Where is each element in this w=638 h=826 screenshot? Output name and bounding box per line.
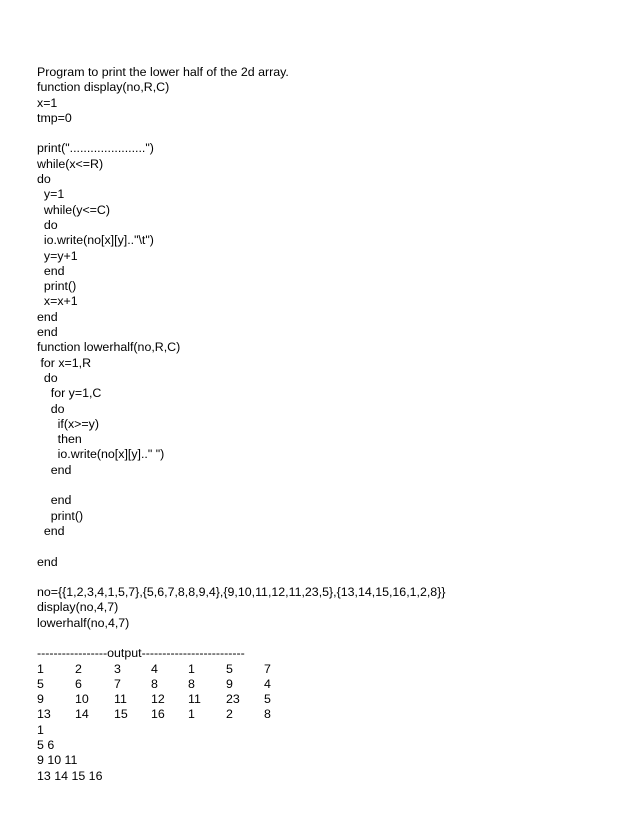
code-line: display(no,4,7) [37,600,119,615]
code-line [37,570,617,585]
output-table-cell: 8 [188,676,195,691]
code-line: Program to print the lower half of the 2d array. [37,65,289,79]
code-line: tmp=0 [37,110,72,125]
output-table-row [37,692,617,707]
code-line: if(x>=y) [37,416,99,431]
output-table-cell: 6 [75,676,82,691]
output-table-cell: 16 [151,707,165,722]
output-line: 5 6 [37,738,55,753]
output-table-cell: 1 [188,661,195,676]
code-line: do [37,370,58,385]
code-line: x=1 [37,95,58,110]
code-line: for y=1,C [37,386,102,401]
code-line: print() [37,279,77,294]
code-line: then [37,432,82,447]
code-line: io.write(no[x][y].." ") [37,447,165,462]
output-table-cell: 5 [264,692,271,707]
output-line: 1 [37,722,44,737]
code-line: function lowerhalf(no,R,C) [37,340,181,355]
output-table-cell: 1 [188,707,195,722]
code-line: lowerhalf(no,4,7) [37,615,130,630]
code-line: end [37,554,58,569]
code-line: end [37,523,65,538]
code-line [37,631,617,646]
output-table-cell: 9 [226,676,233,691]
code-line [37,539,617,554]
output-table-cell: 2 [226,707,233,722]
output-table-cell: 2 [75,661,82,676]
code-line [37,126,617,141]
code-line: no={{1,2,3,4,1,5,7},{5,6,7,8,8,9,4},{9,10,11,12,11,23,5},{13,14,15,16,1,2,8}} [37,585,446,600]
output-line: 13 14 15 16 [37,768,103,783]
code-line: end [37,263,65,278]
output-table-cell: 11 [114,692,127,707]
code-line: function display(no,R,C) [37,80,170,95]
code-line: do [37,401,65,416]
code-line: end [37,325,58,340]
output-table-cell: 12 [151,692,165,707]
output-table-cell: 8 [151,676,158,691]
code-line: do [37,217,58,232]
output-table-cell: 23 [226,692,240,707]
code-line: end [37,462,72,477]
output-table-row [37,677,617,692]
output-table-cell: 13 [37,707,51,722]
output-table-cell: 14 [75,707,89,722]
code-line: do [37,172,51,187]
code-line: io.write(no[x][y].."\t") [37,233,154,248]
output-header: -----------------output------------------------- [37,646,245,661]
code-line: print() [37,508,84,523]
output-table-cell: 7 [264,661,271,676]
output-table-cell: 10 [75,692,89,707]
code-line: end [37,493,72,508]
output-lines [37,723,617,784]
output-table-row [37,707,617,722]
output-table-cell: 5 [226,661,233,676]
code-block [37,65,617,646]
code-line: end [37,309,58,324]
output-table [37,662,617,723]
output-table-cell: 11 [188,692,201,707]
code-line: x=x+1 [37,294,78,309]
output-table-cell: 8 [264,707,271,722]
output-table-cell: 5 [37,676,44,691]
code-line: y=1 [37,187,65,202]
output-line: 9 10 11 [37,753,78,768]
code-line: for x=1,R [37,355,92,370]
document-page [37,65,617,784]
output-table-cell: 1 [37,661,44,676]
output-table-cell: 4 [151,661,158,676]
output-table-cell: 4 [264,676,271,691]
output-table-cell: 3 [114,661,121,676]
code-line: print("......................") [37,141,154,156]
code-line: y=y+1 [37,248,78,263]
output-table-cell: 15 [114,707,128,722]
code-line [37,478,617,493]
code-line: while(x<=R) [37,156,104,171]
code-line: while(y<=C) [37,202,110,217]
output-table-cell: 9 [37,692,44,707]
output-table-cell: 7 [114,676,121,691]
output-table-row [37,662,617,677]
